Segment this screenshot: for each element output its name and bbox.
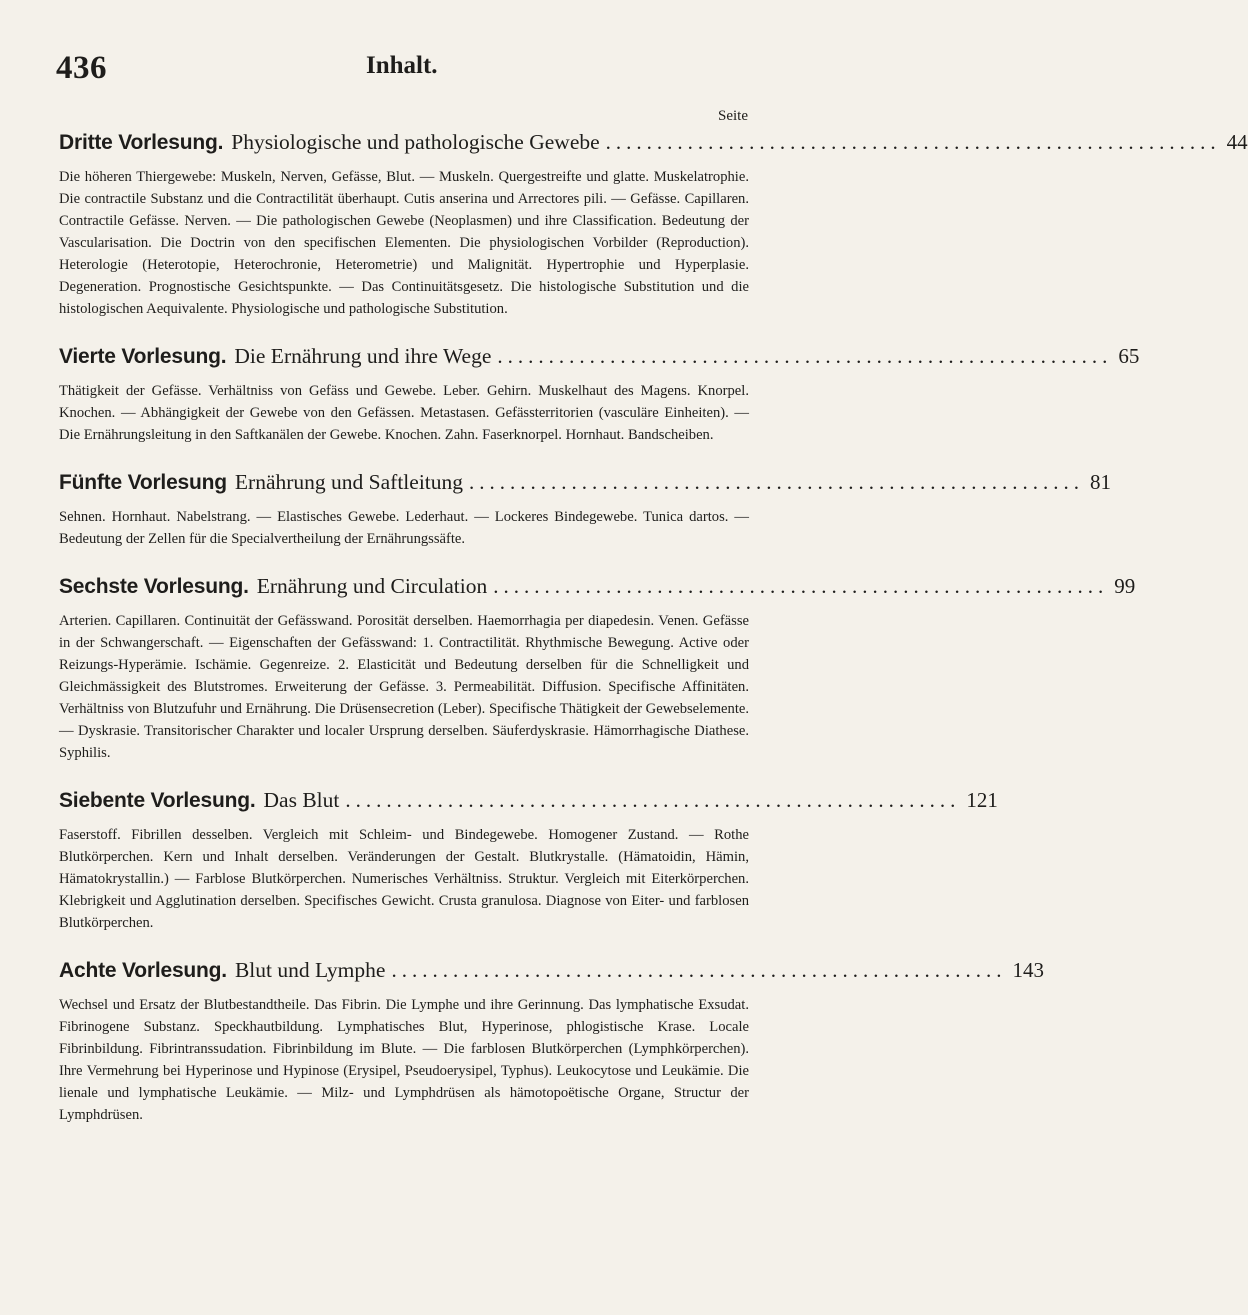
page-ref: 121 xyxy=(966,788,998,812)
lecture-number: Siebente Vorlesung. xyxy=(59,789,256,812)
lecture-summary: Die höheren Thiergewebe: Muskeln, Nerven, Gefässe, Blut. — Muskeln. Quergestreifte und glatte. Muskelatrophie. Die contractile Substanz und die Contractilität überhaupt. Cutis anserina und Arrectores pili. — Gefässe. Capillaren. Contractile Gefässe. Nerven. — Die pathologischen Gewebe (Neoplasmen) und ihre Classification. Bedeutung der Vascularisation. Die Doctrin von den specifischen Elementen. Die physiologischen Vorbilder (Reproduction). Heterologie (Heterotopie, Heterochronie, Heterometrie) und Malignität. Hypertrophie und Hyperplasie. Degeneration. Prognostische Gesichtspunkte. — Das Continuitätsgesetz. Die histologische Substitution und die histologischen Aequivalente. Physiologische und pathologische Substitution. xyxy=(59,169,749,317)
dot-leader: ............................................................ xyxy=(493,574,1109,598)
toc-entry-lecture-7 xyxy=(59,788,998,934)
lecture-title: Ernährung und Circulation xyxy=(256,574,488,598)
running-head xyxy=(56,50,744,96)
lecture-number: Fünfte Vorlesung xyxy=(59,471,227,494)
entry-heading xyxy=(59,788,998,818)
toc-entry-lecture-5 xyxy=(59,470,1112,550)
lecture-title: Blut und Lymphe xyxy=(234,958,386,982)
lecture-summary: Faserstoff. Fibrillen desselben. Vergleich mit Schleim- und Bindegewebe. Homogener Zustand. — Rothe Blutkörperchen. Kern und Inhalt derselben. Veränderungen der Gestalt. Blutkrystalle. (Hämatoidin, Hämin, Hämatokrystallin.) — Farblose Blutkörperchen. Numerisches Verhältniss. Struktur. Vergleich mit Eiterkörperchen. Klebrigkeit und Agglutination derselben. Specifisches Gewicht. Crusta granulosa. Diagnose von Eiter- und farblosen Blutkörperchen. xyxy=(59,827,749,931)
page-column-label: Seite xyxy=(718,108,748,124)
lecture-title: Das Blut xyxy=(263,788,340,812)
toc-entry-lecture-6 xyxy=(59,574,1136,764)
page-ref: 99 xyxy=(1114,574,1136,598)
toc-entry-lecture-4 xyxy=(59,344,1140,446)
page-ref: 81 xyxy=(1090,470,1112,494)
entry-heading xyxy=(59,958,1044,988)
dot-leader: ............................................................ xyxy=(605,130,1221,154)
lecture-title: Ernährung und Saftleitung xyxy=(234,470,464,494)
lecture-number: Vierte Vorlesung. xyxy=(59,345,227,368)
lecture-title: Die Ernährung und ihre Wege xyxy=(234,344,492,368)
lecture-summary: Sehnen. Hornhaut. Nabelstrang. — Elastisches Gewebe. Lederhaut. — Lockeres Bindegewebe. Tunica dartos. — Bedeutung der Zellen für die Specialvertheilung der Ernährungssäfte. xyxy=(59,509,749,547)
dot-leader: ............................................................ xyxy=(469,470,1085,494)
dot-leader: ............................................................ xyxy=(391,958,1007,982)
lecture-number: Achte Vorlesung. xyxy=(59,959,227,982)
lecture-number: Sechste Vorlesung. xyxy=(59,575,249,598)
page-ref: 65 xyxy=(1118,344,1140,368)
lecture-summary: Wechsel und Ersatz der Blutbestandtheile. Das Fibrin. Die Lymphe und ihre Gerinnung. Das lymphatische Exsudat. Fibrinogene Substanz. Speckhautbildung. Lymphatisches Blut, Hyperinose, phlogistische Krase. Locale Fibrinbildung. Fibrintranssudation. Fibrinbildung im Blute. — Die farblosen Blutkörperchen (Lymphkörperchen). Ihre Vermehrung bei Hyperinose und Hypinose (Erysipel, Pseudoerysipel, Typhus). Leukocytose und Leukämie. Die lienale und lymphatische Leukämie. — Milz- und Lymphdrüsen als hämotopoëtische Organe, Structur der Lymphdrüsen. xyxy=(59,997,749,1123)
lecture-number: Dritte Vorlesung. xyxy=(59,131,224,154)
page-ref: 44 xyxy=(1226,130,1248,154)
running-head-title: Inhalt. xyxy=(366,52,438,79)
page-ref: 143 xyxy=(1012,958,1044,982)
dot-leader: ............................................................ xyxy=(345,788,961,812)
table-of-contents xyxy=(59,130,1248,1150)
entry-heading xyxy=(59,574,1136,604)
toc-entry-lecture-8 xyxy=(59,958,1044,1126)
lecture-summary: Thätigkeit der Gefässe. Verhältniss von Gefäss und Gewebe. Leber. Gehirn. Muskelhaut des Magens. Knorpel. Knochen. — Abhängigkeit der Gewebe von den Gefässen. Metastasen. Gefässterritorien (vasculäre Einheiten). — Die Ernährungsleitung in den Saftkanälen der Gewebe. Knochen. Zahn. Faserknorpel. Hornhaut. Bandscheiben. xyxy=(59,383,749,443)
lecture-summary: Arterien. Capillaren. Continuität der Gefässwand. Porosität derselben. Haemorrhagia per diapedesin. Venen. Gefässe in der Schwangerschaft. — Eigenschaften der Gefässwand: 1. Contractilität. Rhythmische Bewegung. Active oder Reizungs-Hyperämie. Ischämie. Gegenreize. 2. Elasticität und Bedeutung derselben für die Schnelligkeit und Gleichmässigkeit des Blutstromes. Erweiterung der Gefässe. 3. Permeabilität. Diffusion. Specifische Affinitäten. Verhältniss von Blutzufuhr und Ernährung. Die Drüsensecretion (Leber). Specifische Thätigkeit der Gewebselemente. — Dyskrasie. Transitorischer Charakter und localer Ursprung derselben. Säuferdyskrasie. Hämorrhagische Diathese. Syphilis. xyxy=(59,613,749,761)
lecture-title: Physiologische und pathologische Gewebe xyxy=(231,130,600,154)
entry-heading xyxy=(59,130,1248,160)
dot-leader: ............................................................ xyxy=(497,344,1113,368)
entry-heading xyxy=(59,344,1140,374)
page-number: 436 xyxy=(56,50,107,86)
entry-heading xyxy=(59,470,1112,500)
toc-entry-lecture-3 xyxy=(59,130,1248,320)
